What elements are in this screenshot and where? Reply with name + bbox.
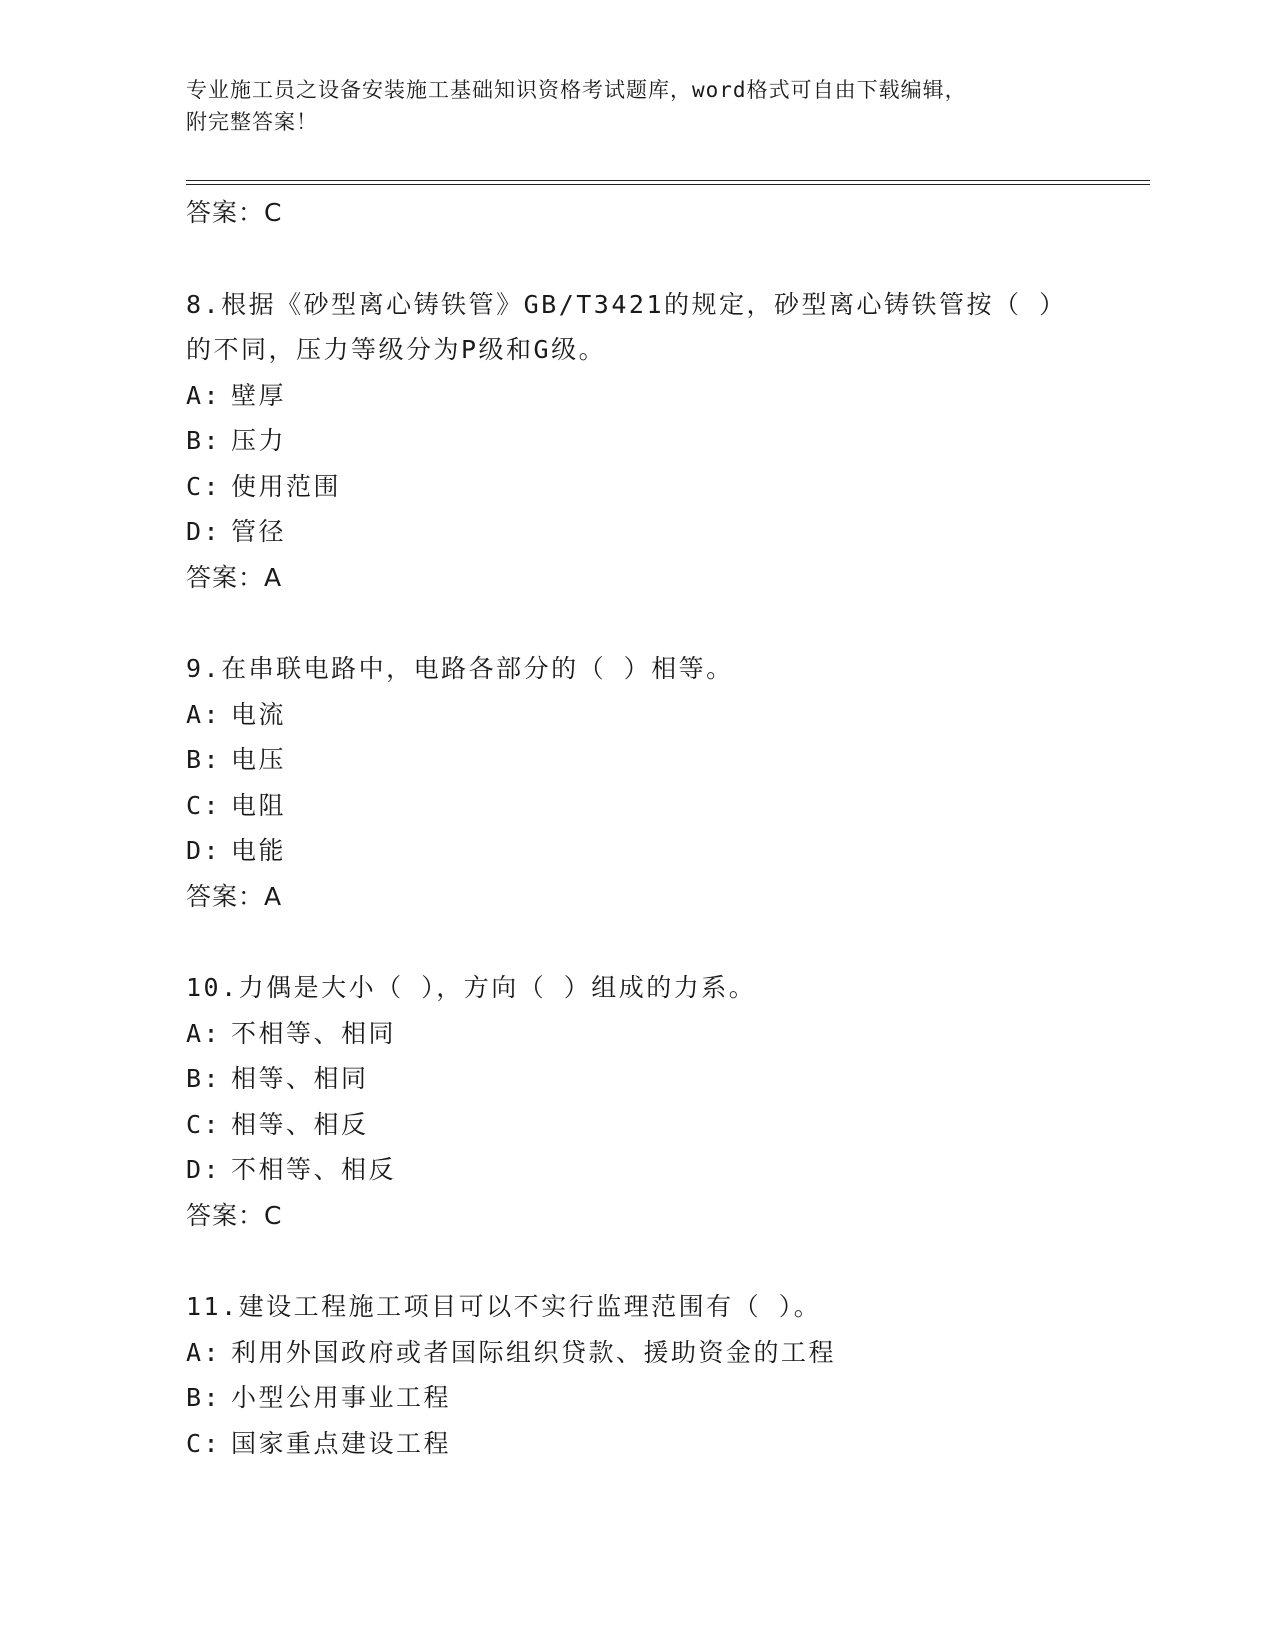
option-label: B: (186, 1064, 222, 1093)
spacer (186, 1238, 1150, 1284)
option-label: D: (186, 1155, 222, 1184)
option-item (186, 1056, 1150, 1102)
option-item (186, 373, 1150, 419)
question-block (186, 282, 1150, 601)
option-item (186, 464, 1150, 510)
header-line-2: 附完整答案！ (186, 110, 318, 134)
option-label: A: (186, 1018, 222, 1048)
question-stem: 8.根据《砂型离心铸铁管》GB/T3421的规定，砂型离心铸铁管按（ ） (186, 289, 1067, 319)
question-stem: 11.建设工程施工项目可以不实行监理范围有（ ）。 (186, 1292, 822, 1321)
option-text: 电能 (231, 836, 287, 865)
option-text: 相等、相反 (231, 1109, 369, 1139)
question-stem: 的不同，压力等级分为P级和G级。 (186, 335, 607, 364)
option-text: 电流 (231, 699, 287, 729)
question-answer: 答案：C (186, 1200, 283, 1230)
question-answer: 答案：A (186, 881, 283, 911)
option-item (186, 1102, 1150, 1148)
option-text: 不相等、相同 (231, 1018, 397, 1048)
option-label: A: (186, 1337, 222, 1367)
option-text: 使用范围 (231, 471, 342, 501)
previous-answer: 答案：C (186, 198, 283, 227)
option-item (186, 418, 1150, 464)
option-text: 压力 (231, 426, 287, 455)
question-stem: 10.力偶是大小（ ），方向（ ）组成的力系。 (186, 973, 757, 1002)
question-block (186, 646, 1150, 919)
option-label: D: (186, 836, 222, 865)
option-text: 相等、相同 (231, 1064, 369, 1093)
option-label: B: (186, 426, 222, 455)
spacer (186, 236, 1150, 282)
spacer (186, 600, 1150, 646)
option-item (186, 1011, 1150, 1057)
option-label: C: (186, 790, 222, 820)
option-text: 电阻 (231, 790, 287, 820)
option-text: 壁厚 (231, 380, 287, 410)
document-header (186, 74, 1086, 138)
option-label: C: (186, 1109, 222, 1139)
question-answer: 答案：A (186, 562, 283, 592)
question-block (186, 965, 1150, 1238)
option-text: 不相等、相反 (231, 1155, 397, 1184)
header-line-1: 专业施工员之设备安装施工基础知识资格考试题库，word格式可自由下载编辑， (186, 78, 967, 102)
option-item (186, 828, 1150, 874)
question-block (186, 1284, 1150, 1466)
option-item (186, 1147, 1150, 1193)
option-label: C: (186, 1428, 222, 1458)
question-list (186, 190, 1150, 1466)
option-label: A: (186, 380, 222, 410)
option-item (186, 509, 1150, 555)
option-text: 电压 (231, 745, 287, 774)
option-label: C: (186, 471, 222, 501)
option-text: 小型公用事业工程 (231, 1383, 452, 1412)
option-label: B: (186, 1383, 222, 1412)
option-item (186, 783, 1150, 829)
option-item (186, 1375, 1150, 1421)
option-label: D: (186, 517, 222, 546)
option-label: A: (186, 699, 222, 729)
option-label: B: (186, 745, 222, 774)
header-rule-top (186, 180, 1150, 181)
option-text: 国家重点建设工程 (231, 1428, 452, 1458)
option-item (186, 737, 1150, 783)
option-text: 管径 (231, 517, 287, 546)
question-stem: 9.在串联电路中，电路各部分的（ ）相等。 (186, 654, 734, 683)
option-item (186, 1330, 1150, 1376)
option-item (186, 1421, 1150, 1467)
header-rule-bottom (186, 184, 1150, 185)
option-item (186, 692, 1150, 738)
spacer (186, 919, 1150, 965)
option-text: 利用外国政府或者国际组织贷款、援助资金的工程 (231, 1337, 837, 1367)
